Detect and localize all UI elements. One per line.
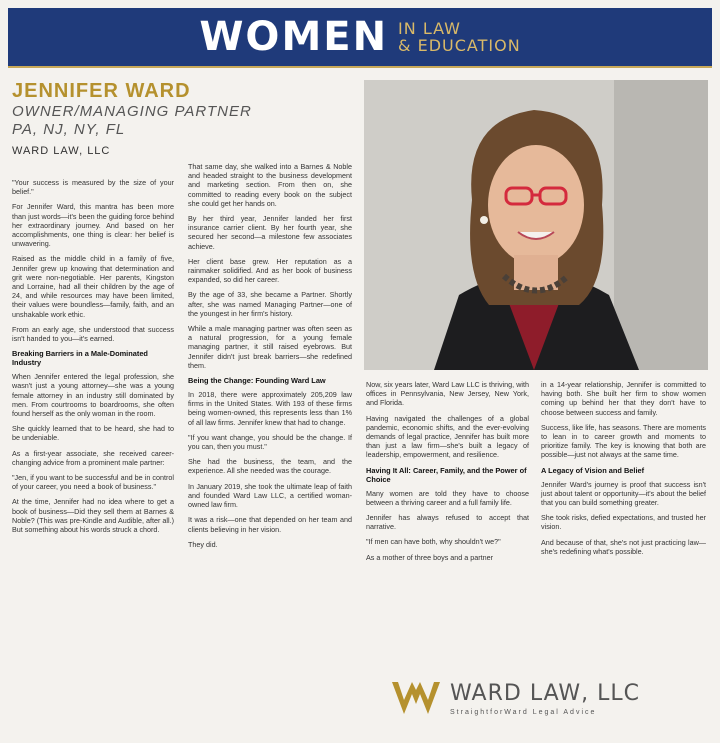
- firm-logo: [390, 672, 690, 724]
- logo-firm-name: WARD LAW, LLC: [450, 680, 641, 706]
- paragraph: That same day, she walked into a Barnes & Noble and headed straight to the business development and marketing section. From then on, she committed to reading every book on the subject she could get her hands on.: [188, 162, 352, 208]
- paragraph: "Jen, if you want to be successful and be in control of your career, you need a book of business.": [12, 473, 174, 492]
- paragraph: Her client base grew. Her reputation as a rainmaker solidified. And as her book of business expanded, so did her career.: [188, 256, 352, 285]
- paragraph: "If you want change, you should be the change. If you can, then you must.": [188, 432, 352, 452]
- paragraph: Now, six years later, Ward Law LLC is thriving, with offices in Pennsylvania, New Jersey, New York, and Florida.: [366, 380, 529, 408]
- paragraph: From an early age, she understood that success isn't handed to you—it's earned.: [12, 324, 174, 344]
- portrait-illustration: [364, 80, 708, 370]
- article-column-1: [12, 178, 174, 540]
- paragraph: As a mother of three boys and a partner: [366, 552, 494, 562]
- paragraph: "Your success is measured by the size of your belief.": [12, 178, 174, 197]
- logo-tagline: StraightforWard Legal Advice: [450, 708, 597, 716]
- profile-name: JENNIFER WARD: [12, 80, 191, 102]
- paragraph: Many women are told they have to choose between a thriving career and a full family life.: [366, 488, 529, 507]
- paragraph: "If men can have both, why shouldn't we?": [366, 537, 501, 547]
- paragraph: And because of that, she's not just practicing law—she's redefining what's possible.: [541, 537, 706, 556]
- paragraph: By her third year, Jennifer landed her first insurance carrier client. By her fourth year, she secured her second—a milestone few associates achieve.: [188, 214, 352, 251]
- paragraph: Success, like life, has seasons. There are moments to lean in to career growth and moments to prioritize family. The key is knowing that both are possible—just not always at the same time.: [541, 422, 706, 460]
- profile-title: OWNER/MANAGING PARTNER: [12, 103, 252, 120]
- section-heading: Having It All: Career, Family, and the Power of Choice: [366, 465, 527, 484]
- article-column-4: [541, 380, 706, 562]
- portrait-photo: [364, 80, 708, 370]
- section-banner: [8, 8, 712, 68]
- profile-firm: WARD LAW, LLC: [12, 145, 111, 157]
- section-heading: Breaking Barriers in a Male-Dominated Industry: [12, 349, 148, 368]
- paragraph: At the time, Jennifer had no idea where to get a book of business—Did they sell them at Barnes & Noble? (This was pre-Kindle and Audible, after all.) But something about his words struck a chord.: [12, 497, 174, 535]
- ward-law-w-logo-icon: [390, 678, 442, 718]
- paragraph: in a 14-year relationship, Jennifer is committed to having both. She built her firm to show women coming up behind her that they don't have to choose between success and family.: [541, 380, 706, 417]
- paragraph: Raised as the middle child in a family of five, Jennifer grew up knowing that determination and grit were non-negotiable. Her parents, Kingston and Lorraine, had all their children by the age of 24, and while resources may have been limited, their values were boundless—family, faith, and an unshakable work ethic.: [12, 254, 174, 319]
- paragraph: Jennifer Ward's journey is proof that success isn't just about talent or opportunity—it's about the belief that you can build something greater.: [541, 479, 706, 508]
- paragraph: By the age of 33, she became a Partner. Shortly after, she was named Managing Partner—one of the youngest in her firm's history.: [188, 290, 352, 318]
- paragraph: When Jennifer entered the legal profession, she wasn't just a young attorney—she was a young female attorney in an industry still dominated by men. From courtrooms to boardrooms, she often found herself as the only woman in the room.: [12, 372, 174, 419]
- article-column-3: [366, 380, 529, 568]
- article-column-2: [188, 162, 352, 555]
- paragraph: Jennifer has always refused to accept that narrative.: [366, 513, 529, 532]
- paragraph: It was a risk—one that depended on her team and clients believing in her vision.: [188, 515, 352, 534]
- banner-title: WOMEN: [199, 14, 389, 60]
- paragraph: She had the business, the team, and the experience. All she needed was the courage.: [188, 457, 352, 476]
- paragraph: Having navigated the challenges of a global pandemic, economic shifts, and the ever-evolving demands of legal practice, Jennifer has built more than just a law firm—she's built a legacy of leadership, empowerment, and resilience.: [366, 413, 529, 460]
- paragraph: She took risks, defied expectations, and trusted her vision.: [541, 513, 706, 532]
- paragraph: In 2018, there were approximately 205,209 law firms in the United States. With 193 of these firms being women-owned, this represents less than 1% of all law firms. Jennifer knew that had to change.: [188, 390, 352, 427]
- paragraph: As a first-year associate, she received career-changing advice from a prominent male partner:: [12, 448, 174, 467]
- paragraph: While a male managing partner was often seen as a natural progression, for a young female managing partner, it still raised eyebrows. But Jennifer didn't just break barriers—she redefined them.: [188, 324, 352, 370]
- banner-subtitle-line2: & EDUCATION: [398, 36, 521, 55]
- profile-header: [12, 80, 352, 157]
- section-heading: A Legacy of Vision and Belief: [541, 465, 645, 475]
- paragraph: For Jennifer Ward, this mantra has been more than just words—it's been the guiding force behind her extraordinary journey. And based on her accomplishments, one thing is clear: her belief is unwavering.: [12, 202, 174, 249]
- profile-states: PA, NJ, NY, FL: [12, 121, 126, 138]
- section-heading: Being the Change: Founding Ward Law: [188, 376, 326, 386]
- banner-subtitle-line1: IN LAW: [398, 19, 461, 38]
- paragraph: She quickly learned that to be heard, she had to be undeniable.: [12, 424, 174, 443]
- paragraph: In January 2019, she took the ultimate leap of faith and founded Ward Law LLC, a certified woman-owned law firm.: [188, 481, 352, 510]
- banner-subtitle: [398, 20, 521, 54]
- paragraph: They did.: [188, 539, 218, 549]
